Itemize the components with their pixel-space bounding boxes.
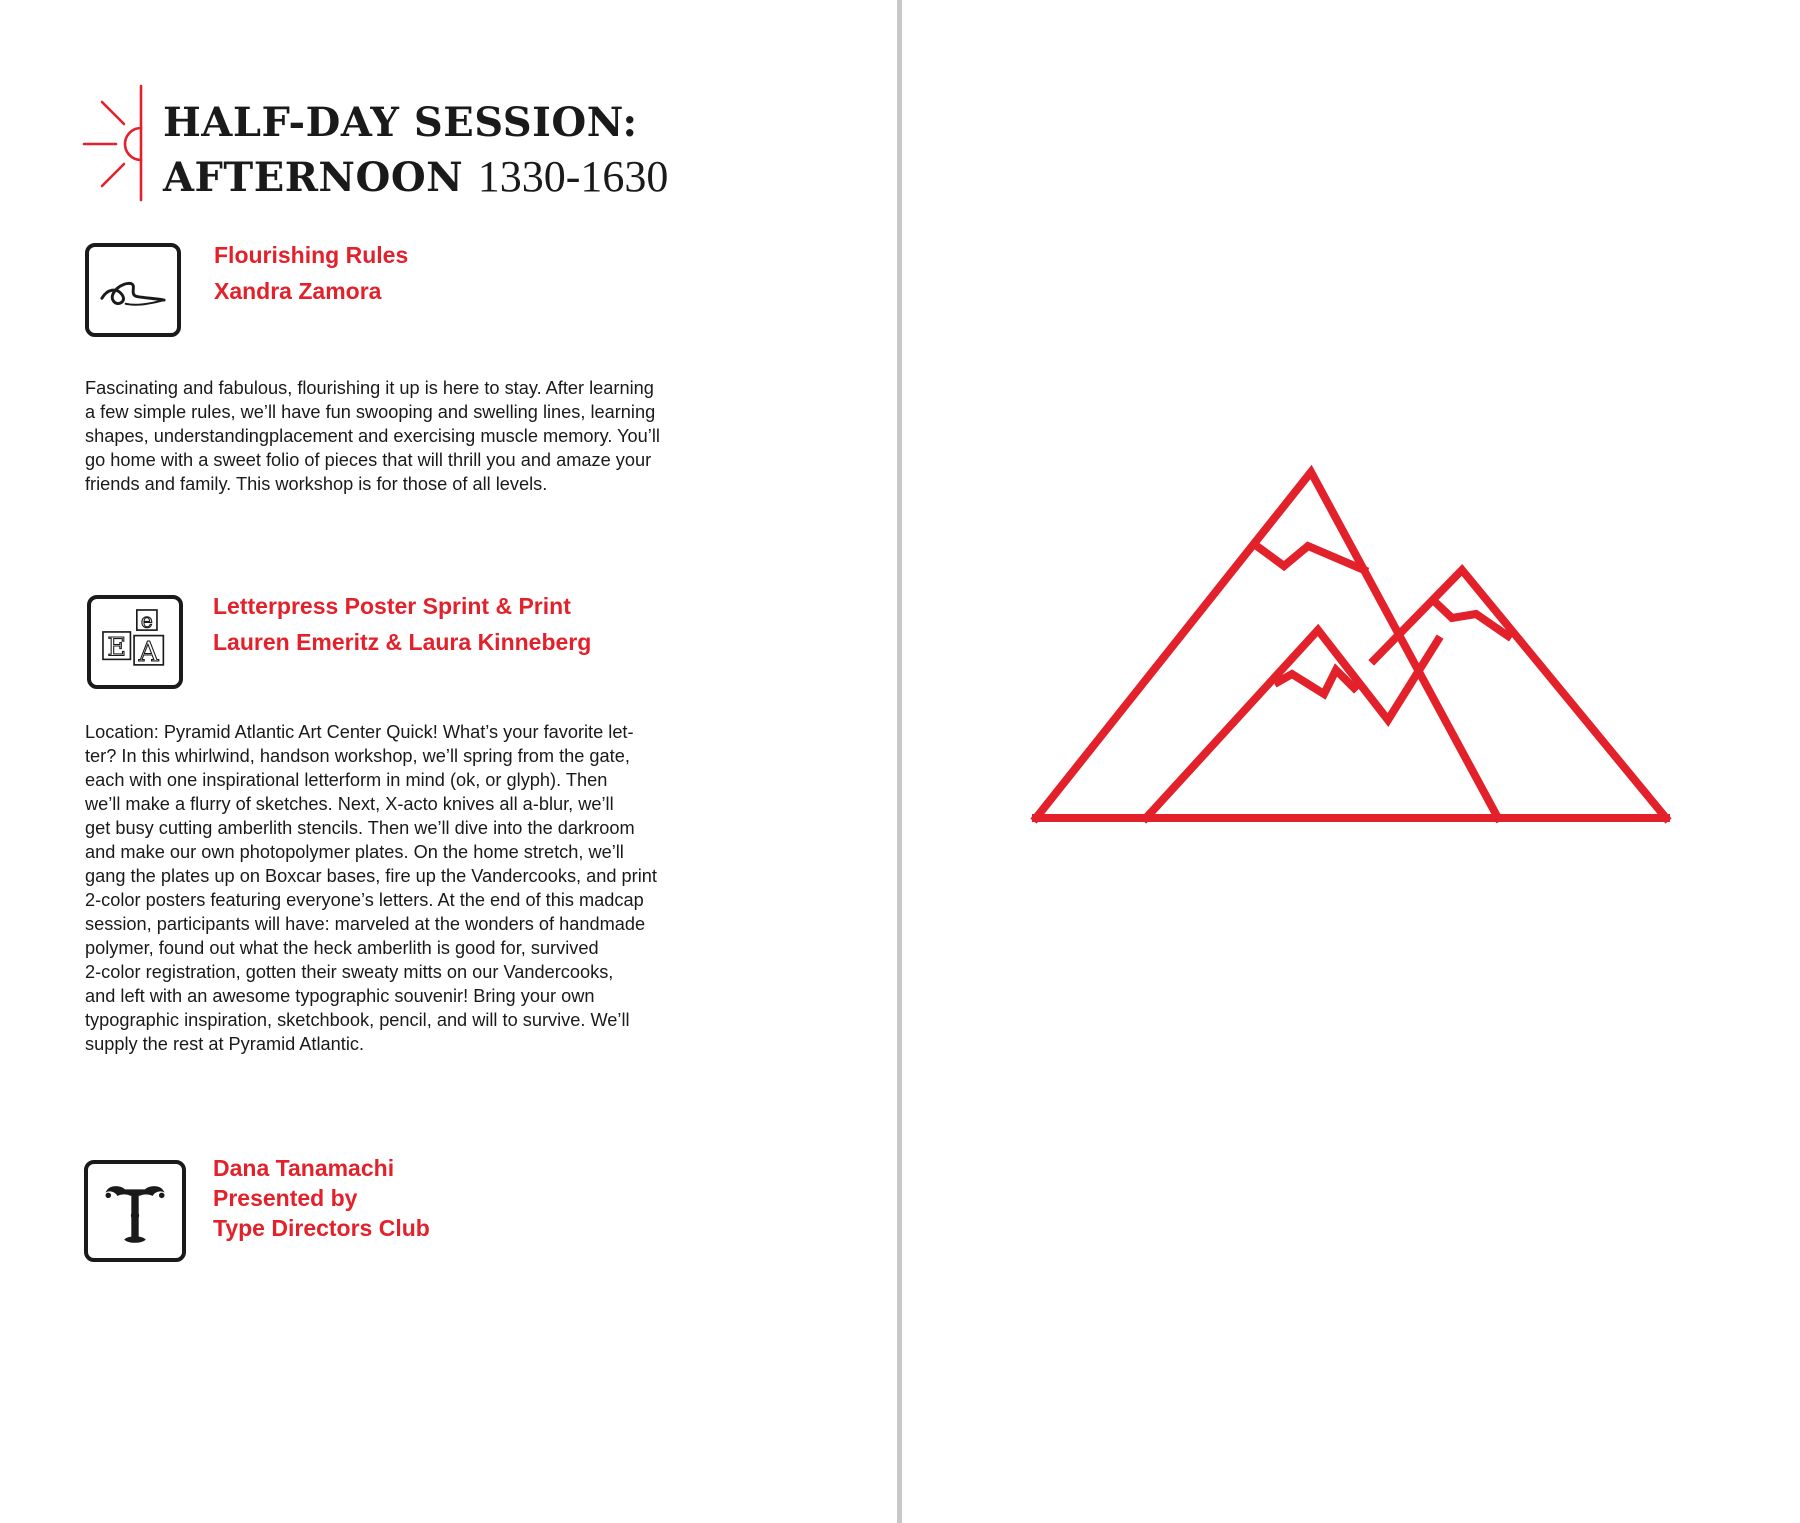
- session-2-description: Location: Pyramid Atlantic Art Center Quick! What’s your favorite let- ter? In this whirlwind, handson workshop, we’ll spring from the gate, each with one inspirational letterform in mind (ok, or glyph). Then we’ll make a flurry of sketches. Next, X-acto knives all a-blur, we’ll get busy cutting amberlith stencils. Then we’ll dive into the darkroom and make our own photopolymer plates. On the home stretch, we’ll gang the plates up on Boxcar bases, fire up the Vandercooks, and print 2-color posters featuring everyone’s letters. At the end of this madcap session, participants will have: marveled at the wonders of handmade polymer, found out what the heck amberlith is good for, survived 2-color registration, gotten their sweaty mitts on our Vandercooks, and left with an awesome typographic souvenir! Bring your own typographic inspiration, sketchbook, pencil, and will to survive. We’ll supply the rest at Pyramid Atlantic.: [85, 722, 657, 1054]
- mountains-icon: [1028, 458, 1674, 824]
- ornamental-t-icon: [84, 1160, 186, 1262]
- setting-sun-icon: [82, 84, 148, 202]
- title-line-2: [163, 150, 668, 205]
- session-3-header: [213, 1153, 430, 1243]
- title-afternoon: AFTERNOON: [163, 154, 464, 201]
- session-2-header: [213, 588, 591, 660]
- session-3-title: Dana Tanamachi: [213, 1155, 395, 1181]
- page-title: [163, 96, 668, 205]
- title-line-1: HALF-DAY SESSION:: [163, 99, 638, 146]
- session-1-presenter: Xandra Zamora: [214, 278, 382, 304]
- session-1-title: Flourishing Rules: [214, 242, 409, 268]
- flourish-icon: [85, 243, 181, 337]
- session-1-header: [214, 237, 408, 309]
- letter-E: E: [107, 632, 127, 663]
- letter-e: e: [140, 608, 153, 633]
- session-1-description: Fascinating and fabulous, flourishing it up is here to stay. After learning a few simple rules, we’ll have fun swooping and swelling lines, learning shapes, understandingplacement and exercising muscle memory. You’ll go home with a sweet folio of pieces that will thrill you and amaze your friends and family. This workshop is for those of all levels.: [85, 378, 660, 494]
- session-3-presenter: Presented by: [213, 1185, 358, 1211]
- session-time: 1330-1630: [477, 152, 669, 201]
- letterpress-blocks-icon: [87, 595, 183, 689]
- session-2-presenter: Lauren Emeritz & Laura Kinneberg: [213, 629, 592, 655]
- left-page: [0, 0, 897, 1523]
- letter-A: A: [138, 637, 159, 669]
- session-2-title: Letterpress Poster Sprint & Print: [213, 593, 571, 619]
- session-3-organization: Type Directors Club: [213, 1215, 430, 1241]
